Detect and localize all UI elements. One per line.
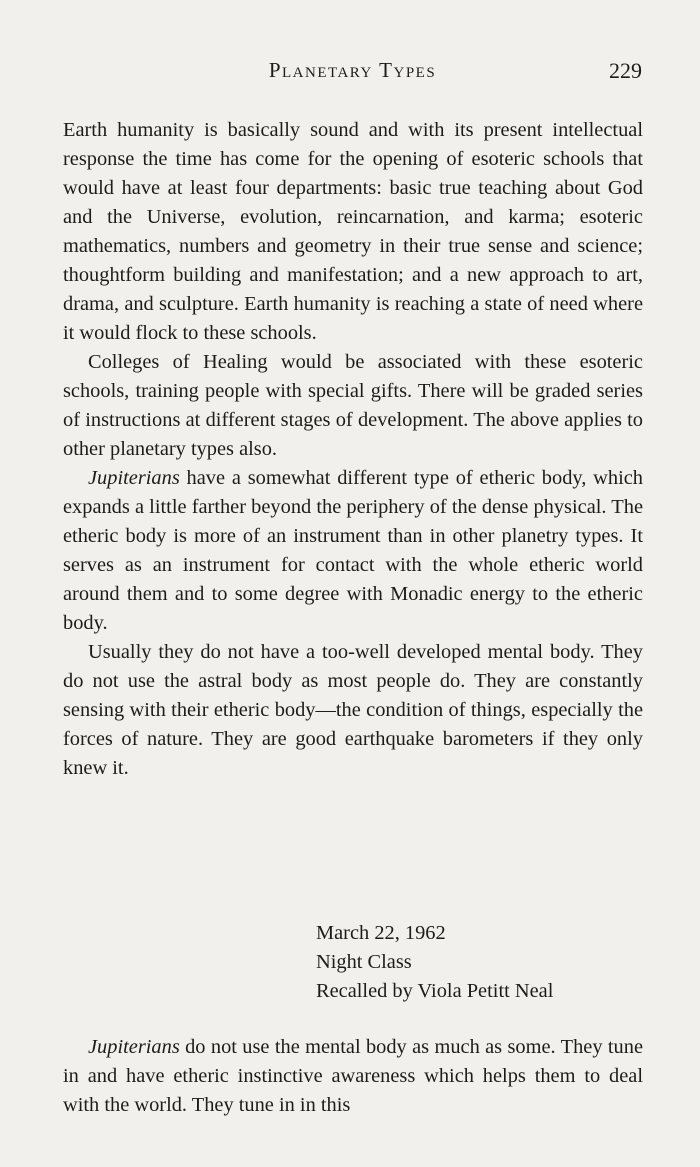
signature-block (316, 919, 646, 1006)
paragraph: Earth humanity is basically sound and with its present intellectual response the time has come for the opening of esoteric schools that would have at least four departments: basic true teaching about God and the Universe, evolution, reincarnation, and karma; esoteric mathematics, numbers and geometry in their true sense and science; thoughtform building and manifestation; and a new approach to art, drama, and sculpture. Earth humanity is reaching a state of need where it would flock to these schools. (63, 119, 643, 344)
italic-term: Jupiterians (88, 1036, 180, 1058)
paragraph-text: have a somewhat different type of etheric body, which expands a little farther beyond the periphery of the dense physical. The etheric body is more of an instrument than in other planetry types. It serves as an instrument for contact with the whole etheric world around them and to some degree with Monadic energy to the etheric body. (63, 467, 643, 634)
signature-date: March 22, 1962 (316, 922, 446, 944)
paragraph (63, 464, 643, 638)
paragraph: Colleges of Healing would be associated with these esoteric schools, training people with special gifts. There will be graded series of instructions at different stages of development. The above applies to other planetary types also. (63, 351, 643, 460)
italic-term: Jupiterians (88, 467, 180, 489)
paragraph-text: do not use the mental body as much as some. They tune in and have etheric instinctive awareness which helps them to deal with the world. They tune in in this (63, 1036, 643, 1116)
body-text (63, 116, 643, 783)
signature-credit: Recalled by Viola Petitt Neal (316, 980, 554, 1002)
signature-session: Night Class (316, 951, 412, 973)
page-number: 229 (609, 58, 642, 83)
paragraph: Usually they do not have a too-well developed mental body. They do not use the astral body as most people do. They are constantly sensing with their etheric body—the condition of things, especially the forces of nature. They are good earthquake barometers if they only knew it. (63, 641, 643, 779)
page-header (63, 58, 642, 92)
final-paragraph (63, 1033, 643, 1120)
running-head: Planetary Types (268, 58, 437, 82)
